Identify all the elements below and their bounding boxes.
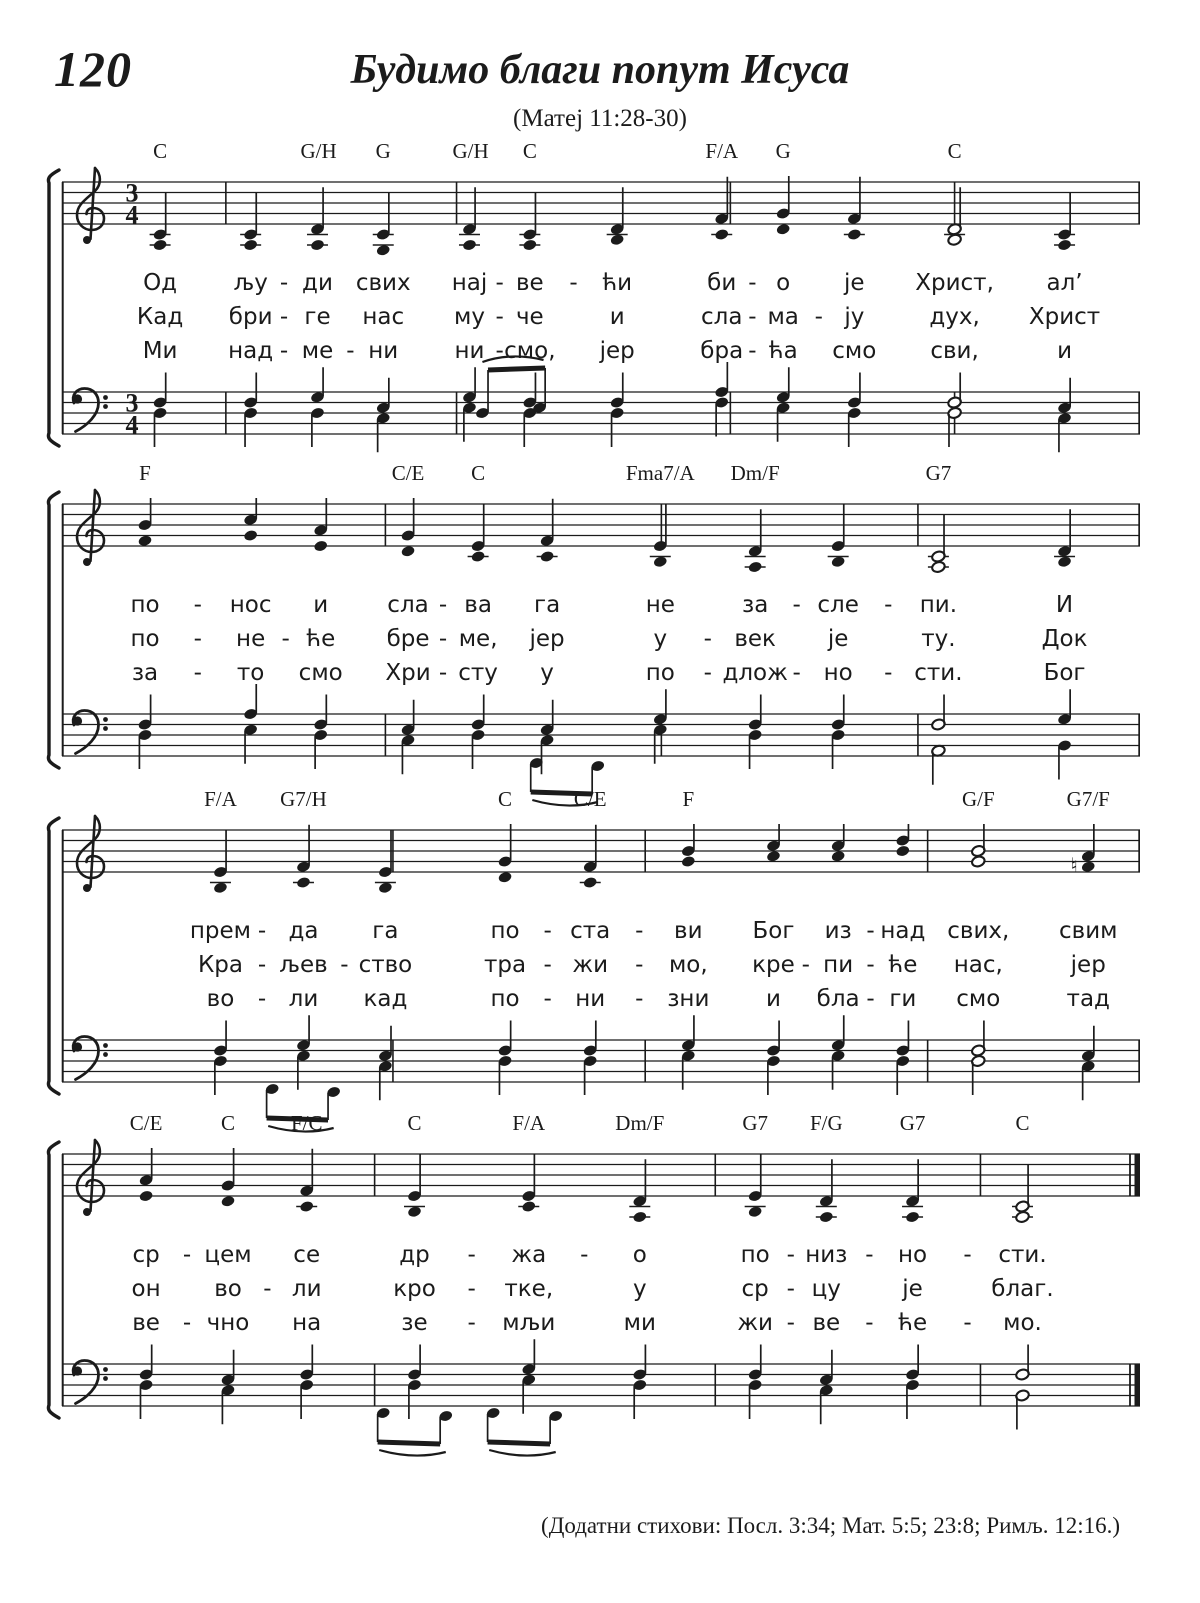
chord-symbol: C (498, 788, 513, 811)
lyric-syllable: - (467, 1242, 476, 1268)
chord-symbol: C (1015, 1112, 1030, 1135)
lyric-syllable: - (182, 1242, 192, 1268)
lyrics-line-1 (190, 918, 1118, 944)
lyric-syllable: цу (811, 1276, 841, 1302)
notehead (905, 1211, 920, 1224)
lyric-syllable: - (281, 626, 290, 652)
lyric-syllable: ср (741, 1276, 769, 1302)
treble-clef-icon (77, 490, 104, 566)
lyric-syllable: ал’ (1046, 270, 1083, 296)
lyric-syllable: Ми (142, 338, 178, 364)
lyric-syllable: ва (464, 592, 492, 618)
hymn-scripture-reference: (Матеј 11:28-30) (513, 105, 687, 132)
lyric-syllable: ту. (921, 626, 956, 652)
lyric-syllable: у (540, 660, 554, 686)
chord-symbol: Dm/F (730, 462, 780, 485)
lyric-syllable: сла (387, 592, 429, 618)
lyric-syllable: че (515, 304, 544, 330)
system-bracket (48, 492, 59, 768)
lyric-syllable: ди (302, 270, 333, 296)
lyric-syllable: - (865, 1242, 874, 1268)
lyric-syllable: - (495, 270, 504, 296)
lyric-syllable: - (580, 1242, 589, 1268)
lyrics-line-3 (132, 1310, 1042, 1336)
music-system-2 (42, 462, 1140, 812)
lyric-syllable: је (827, 626, 849, 652)
lyric-syllable: сту (458, 660, 498, 686)
lyric-syllable: - (635, 986, 644, 1012)
final-barline-thick (1135, 1364, 1141, 1406)
lyric-syllable: и (313, 592, 329, 618)
chord-symbol: G7/F (1066, 788, 1110, 811)
lyric-syllable: зни (667, 986, 710, 1012)
lyric-syllable: нас, (953, 952, 1003, 978)
lyric-syllable: Од (143, 270, 178, 296)
notehead (313, 540, 328, 553)
lyric-syllable: о (632, 1242, 647, 1268)
lyric-syllable: чно (206, 1310, 250, 1336)
chord-symbol: G (375, 140, 391, 163)
notehead (243, 239, 258, 252)
lyric-syllable: Христ (1028, 304, 1101, 330)
lyric-syllable: му (453, 304, 485, 330)
chord-symbol: C (522, 140, 537, 163)
notehead (714, 228, 729, 241)
lyric-syllable: цем (204, 1242, 252, 1268)
notehead (299, 1200, 314, 1213)
time-signature-denominator: 4 (125, 200, 139, 230)
lyric-syllable: - (438, 626, 448, 652)
lyrics-line-1 (143, 270, 1083, 296)
lyric-syllable: по (490, 986, 520, 1012)
lyric-syllable: бла (816, 986, 860, 1012)
beam (488, 1442, 551, 1444)
chord-symbol: G7 (742, 1112, 768, 1135)
system-bracket (48, 818, 59, 1094)
lyrics-line-2 (132, 1276, 1054, 1302)
music-system-4 (42, 1112, 1140, 1462)
lyric-syllable: - (786, 1310, 795, 1336)
lyric-syllable: жа (511, 1242, 547, 1268)
lyric-syllable: - (963, 1310, 972, 1336)
lyric-syllable: дух, (929, 304, 980, 330)
lyric-syllable: ср (132, 1242, 160, 1268)
lyric-syllable: над (228, 338, 274, 364)
notehead (243, 529, 258, 542)
lyric-syllable: но (823, 660, 853, 686)
lyric-syllable: - (703, 626, 712, 652)
lyric-syllable: прем (189, 918, 252, 944)
lyric-syllable: ћи (602, 270, 633, 296)
notehead (971, 855, 986, 868)
lyric-syllable: пи (823, 952, 854, 978)
beam (488, 368, 545, 370)
lyric-syllable: - (801, 952, 810, 978)
notehead (895, 845, 910, 858)
lyric-syllable: у (632, 1276, 647, 1302)
lyric-syllable: нај (451, 270, 488, 296)
notehead (522, 239, 537, 252)
lyric-syllable: - (786, 1276, 795, 1302)
lyric-syllable: по (645, 660, 675, 686)
lyric-syllable: ћа (768, 338, 798, 364)
lyrics-line-2 (130, 626, 1087, 652)
natural-accidental: ♮ (1070, 852, 1078, 877)
lyrics-line-2 (137, 304, 1100, 330)
staff-lines (62, 504, 1140, 756)
lyric-syllable: - (635, 918, 644, 944)
lyric-syllable: - (257, 918, 267, 944)
additional-verses-note: (Додатни стихови: Посл. 3:34; Мат. 5:5; 23:8; Римљ. 12:16.) (541, 1513, 1120, 1538)
bass-clef-icon (73, 711, 108, 754)
chord-symbol: G/H (300, 140, 337, 163)
lyrics-line-1 (130, 592, 1073, 618)
notehead (1057, 239, 1072, 252)
lyric-syllable: - (279, 304, 289, 330)
notehead (776, 223, 791, 236)
notehead (498, 871, 513, 884)
notehead (471, 550, 486, 563)
lyric-syllable: ство (358, 952, 413, 978)
bass-clef-icon (73, 1037, 108, 1080)
lyric-syllable: И (1055, 592, 1074, 618)
lyrics-line-3 (207, 986, 1110, 1012)
lyric-syllable: ста (570, 918, 611, 944)
beam (378, 1442, 441, 1444)
lyric-syllable: над (880, 918, 926, 944)
notehead (220, 1195, 235, 1208)
lyric-syllable: смо (298, 660, 343, 686)
notehead (310, 239, 325, 252)
lyrics-line-2 (198, 952, 1106, 978)
lyric-syllable: по (130, 626, 160, 652)
notehead (766, 850, 781, 863)
lyric-syllable: јер (1070, 952, 1106, 978)
lyric-syllable: - (865, 1310, 874, 1336)
lyric-syllable: ни (368, 338, 399, 364)
lyric-syllable: у (653, 626, 668, 652)
slur (489, 1450, 556, 1456)
lyric-syllable: ви (674, 918, 703, 944)
lyric-syllable: Кра (197, 952, 243, 978)
lyric-syllable: жи (572, 952, 609, 978)
lyric-syllable: тке, (504, 1276, 554, 1302)
lyric-syllable: - (866, 952, 875, 978)
notehead (632, 1211, 647, 1224)
lyric-syllable: за (741, 592, 769, 618)
chord-symbol: C/E (573, 788, 607, 811)
chord-symbol: Fma7/A (625, 462, 695, 485)
music-system-3 (42, 788, 1140, 1138)
lyric-syllable: то (236, 660, 265, 686)
lyric-syllable: - (748, 270, 757, 296)
lyric-syllable: - (279, 338, 289, 364)
lyric-syllable: по (740, 1242, 770, 1268)
lyric-syllable: ме (301, 338, 334, 364)
lyric-syllable: длож (722, 660, 788, 686)
lyric-syllable: Хри (385, 660, 431, 686)
treble-clef-icon (77, 168, 104, 244)
lyric-syllable: др (399, 1242, 430, 1268)
lyric-syllable: јер (599, 338, 635, 364)
lyric-syllable: из (824, 918, 852, 944)
lyric-syllable: љу (233, 270, 268, 296)
lyric-syllable: сти. (914, 660, 963, 686)
lyric-syllable: ли (288, 986, 319, 1012)
lyric-syllable: је (844, 270, 865, 296)
notehead (153, 239, 168, 252)
lyric-syllable: он (131, 1276, 161, 1302)
notehead (931, 561, 946, 574)
lyric-syllable: - (635, 952, 644, 978)
lyric-syllable: мо, (668, 952, 708, 978)
lyric-syllable: и (609, 304, 625, 330)
lyric-syllable: - (866, 986, 875, 1012)
lyric-syllable: - (257, 986, 267, 1012)
notehead (462, 239, 477, 252)
chord-symbol: Dm/F (615, 1112, 665, 1135)
lyric-syllable: нас (362, 304, 405, 330)
lyric-syllable: Бог (1043, 660, 1086, 686)
lyric-syllable: ве (132, 1310, 160, 1336)
lyric-syllable: зе (401, 1310, 428, 1336)
lyric-syllable: но (897, 1242, 928, 1268)
notehead (137, 534, 152, 547)
lyric-syllable: пи. (919, 592, 958, 618)
chord-symbol: C (407, 1112, 422, 1135)
lyric-syllable: Док (1041, 626, 1088, 652)
lyric-syllable: - (792, 592, 801, 618)
notehead (400, 545, 415, 558)
lyric-syllable: свим (1059, 918, 1118, 944)
lyric-syllable: и (766, 986, 781, 1012)
lyric-syllable: - (814, 304, 823, 330)
chord-symbol: F (139, 462, 151, 485)
chord-symbol: C (221, 1112, 236, 1135)
lyric-syllable: - (438, 592, 448, 618)
notehead (521, 1200, 536, 1213)
lyric-syllable: - (884, 592, 893, 618)
lyric-syllable: благ. (991, 1276, 1054, 1302)
lyric-syllable: бра (700, 338, 744, 364)
lyric-syllable: ве (812, 1310, 841, 1336)
chord-symbol: F/A (512, 1112, 546, 1135)
lyric-syllable: се (293, 1242, 321, 1268)
lyric-syllable: Кад (136, 304, 184, 330)
lyric-syllable: по (490, 918, 520, 944)
chord-symbol: F (682, 788, 695, 811)
chord-symbol: G/F (961, 788, 995, 811)
lyric-syllable: о (776, 270, 791, 296)
lyric-syllable: - (182, 1310, 192, 1336)
bass-clef-icon (73, 389, 108, 432)
lyric-syllable: ге (304, 304, 331, 330)
chord-symbol: C/E (391, 462, 425, 485)
chord-symbol: G (775, 140, 791, 163)
lyric-syllable: - (866, 918, 875, 944)
lyric-syllable: кре (752, 952, 795, 978)
lyric-syllable: ве (515, 270, 544, 296)
lyric-syllable: свих, (947, 918, 1010, 944)
notehead (819, 1211, 834, 1224)
slur (379, 1450, 446, 1456)
lyric-syllable: по (130, 592, 160, 618)
notehead (847, 228, 862, 241)
notehead (681, 855, 696, 868)
final-barline-thick (1135, 1154, 1141, 1196)
lyric-syllable: Бог (752, 918, 795, 944)
notehead (1015, 1211, 1030, 1224)
lyric-syllable: - (346, 338, 355, 364)
hymn-number: 120 (54, 41, 132, 97)
notehead (583, 876, 598, 889)
lyric-syllable: - (193, 592, 202, 618)
lyric-syllable: ће (306, 626, 336, 652)
notehead (748, 561, 763, 574)
lyric-syllable: тад (1066, 986, 1110, 1012)
lyric-syllable: - (467, 1310, 476, 1336)
lyric-syllable: - (340, 952, 349, 978)
lyric-syllable: сви, (930, 338, 979, 364)
lyric-syllable: век (734, 626, 776, 652)
chord-symbol: C (471, 462, 486, 485)
lyric-syllable: - (438, 660, 448, 686)
lyric-syllable: љев (279, 952, 328, 978)
time-signature-denominator: 4 (125, 410, 139, 440)
lyric-syllable: ли (291, 1276, 322, 1302)
lyric-syllable: - (543, 918, 552, 944)
lyric-syllable: тра (484, 952, 527, 978)
lyric-syllable: во (214, 1276, 242, 1302)
notehead (139, 1190, 154, 1203)
hymn-title: Будимо благи попут Исуса (350, 47, 850, 93)
system-bracket (48, 1142, 59, 1418)
lyric-syllable: - (748, 338, 757, 364)
lyric-syllable: низ (805, 1242, 848, 1268)
lyric-syllable: не (236, 626, 266, 652)
lyric-syllable: сла (701, 304, 743, 330)
lyric-syllable: сле (817, 592, 859, 618)
lyric-syllable: смо (956, 986, 1001, 1012)
lyric-syllable: во (206, 986, 235, 1012)
lyric-syllable: би (707, 270, 737, 296)
chord-symbol: F/G (809, 1112, 843, 1135)
notehead (1081, 860, 1096, 873)
chord-symbol: F/C (290, 1112, 323, 1135)
lyric-syllable: - (703, 660, 712, 686)
chord-symbol: G7/H (280, 788, 327, 811)
lyric-syllable: свих (355, 270, 411, 296)
lyric-syllable: - (543, 952, 552, 978)
chord-symbol: G7 (899, 1112, 926, 1135)
lyric-syllable: сти. (998, 1242, 1047, 1268)
lyric-syllable: - (884, 660, 893, 686)
lyric-syllable: - (495, 338, 504, 364)
lyrics-line-3 (132, 660, 1086, 686)
lyric-syllable: је (902, 1276, 923, 1302)
lyric-syllable: нос (229, 592, 272, 618)
chord-symbol: G/H (452, 140, 489, 163)
lyric-syllable: - (193, 626, 202, 652)
lyric-syllable: мо. (1003, 1310, 1042, 1336)
lyric-syllable: ми (623, 1310, 656, 1336)
treble-clef-icon (77, 1140, 104, 1216)
lyric-syllable: - (193, 660, 202, 686)
time-signature-numerator: 3 (125, 178, 139, 208)
lyric-syllable: за (131, 660, 159, 686)
lyric-syllable: мљи (502, 1310, 556, 1336)
lyric-syllable: га (372, 918, 399, 944)
chord-symbol: F/A (705, 140, 739, 163)
lyric-syllable: да (288, 918, 319, 944)
lyric-syllable: Христ, (915, 270, 994, 296)
lyric-syllable: жи (737, 1310, 773, 1336)
lyric-syllable: - (963, 1242, 972, 1268)
lyric-syllable: - (792, 660, 801, 686)
lyric-syllable: - (467, 1276, 476, 1302)
chord-symbol: F/A (204, 788, 237, 811)
lyric-syllable: на (292, 1310, 322, 1336)
chord-symbol: C/E (129, 1112, 163, 1135)
lyric-syllable: - (257, 952, 267, 978)
lyric-syllable: јер (529, 626, 565, 652)
notehead (831, 850, 846, 863)
notehead (296, 876, 311, 889)
lyric-syllable: бре (386, 626, 430, 652)
lyrics-line-1 (132, 1242, 1046, 1268)
lyric-syllable: ме, (458, 626, 498, 652)
chord-symbol: C (153, 140, 168, 163)
lyric-syllable: - (786, 1242, 795, 1268)
lyric-syllable: - (263, 1276, 272, 1302)
notehead (540, 550, 555, 563)
lyric-syllable: ма (767, 304, 799, 330)
lyric-syllable: га (534, 592, 561, 618)
lyric-syllable: кад (363, 986, 408, 1012)
chord-symbol: G7 (925, 462, 952, 485)
lyric-syllable: ју (844, 304, 865, 330)
lyric-syllable: - (748, 304, 757, 330)
lyric-syllable: не (645, 592, 675, 618)
lyric-syllable: ни (454, 338, 485, 364)
treble-clef-icon (77, 816, 104, 892)
lyric-syllable: смо, (504, 338, 556, 364)
lyric-syllable: ги (889, 986, 917, 1012)
lyric-syllable: кро (393, 1276, 436, 1302)
lyric-syllable: - (569, 270, 578, 296)
time-signature-numerator: 3 (125, 388, 139, 418)
bass-clef-icon (73, 1361, 108, 1404)
lyric-syllable: - (543, 986, 552, 1012)
lyric-syllable: ће (888, 952, 918, 978)
lyric-syllable: и (1057, 338, 1073, 364)
lyric-syllable: - (495, 304, 504, 330)
lyric-syllable: бри (228, 304, 273, 330)
chord-symbol: C (947, 140, 962, 163)
lyrics-line-3 (143, 338, 1072, 364)
music-system-1 (42, 140, 1140, 490)
lyric-syllable: ни (575, 986, 606, 1012)
lyric-syllable: смо (832, 338, 877, 364)
lyric-syllable: ће (897, 1310, 928, 1336)
system-bracket (48, 170, 59, 446)
lyric-syllable: - (279, 270, 289, 296)
